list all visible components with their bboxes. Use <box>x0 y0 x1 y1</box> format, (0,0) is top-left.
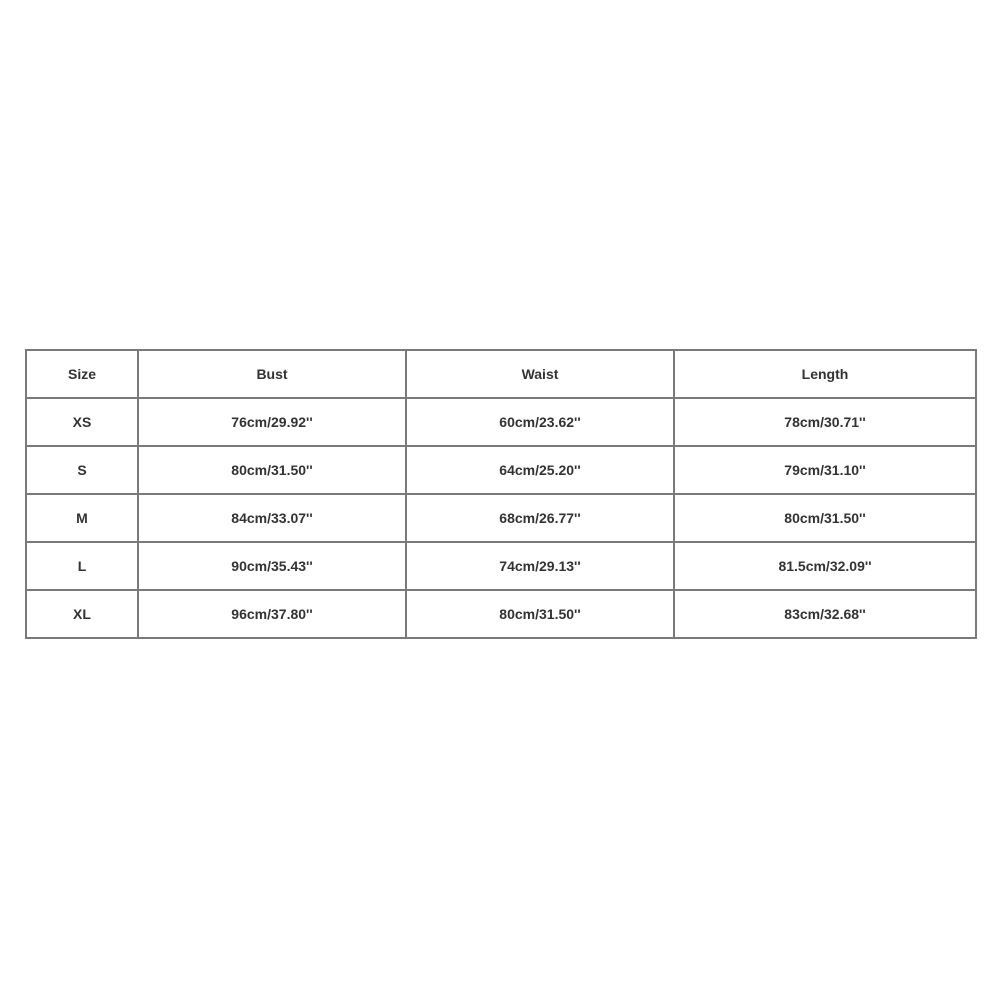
table-row <box>26 398 976 446</box>
length-cell: 78cm/30.71'' <box>674 398 976 446</box>
header-waist: Waist <box>406 350 674 398</box>
table-row <box>26 542 976 590</box>
waist-cell: 68cm/26.77'' <box>406 494 674 542</box>
bust-cell: 76cm/29.92'' <box>138 398 406 446</box>
size-cell: XS <box>26 398 138 446</box>
waist-cell: 64cm/25.20'' <box>406 446 674 494</box>
header-bust: Bust <box>138 350 406 398</box>
length-cell: 81.5cm/32.09'' <box>674 542 976 590</box>
size-cell: S <box>26 446 138 494</box>
table-row <box>26 494 976 542</box>
table-row <box>26 590 976 638</box>
length-cell: 79cm/31.10'' <box>674 446 976 494</box>
size-chart-table <box>25 349 977 639</box>
header-size: Size <box>26 350 138 398</box>
waist-cell: 80cm/31.50'' <box>406 590 674 638</box>
size-cell: XL <box>26 590 138 638</box>
length-cell: 83cm/32.68'' <box>674 590 976 638</box>
bust-cell: 96cm/37.80'' <box>138 590 406 638</box>
bust-cell: 80cm/31.50'' <box>138 446 406 494</box>
bust-cell: 84cm/33.07'' <box>138 494 406 542</box>
header-length: Length <box>674 350 976 398</box>
waist-cell: 60cm/23.62'' <box>406 398 674 446</box>
table-row <box>26 446 976 494</box>
size-cell: M <box>26 494 138 542</box>
length-cell: 80cm/31.50'' <box>674 494 976 542</box>
bust-cell: 90cm/35.43'' <box>138 542 406 590</box>
size-cell: L <box>26 542 138 590</box>
waist-cell: 74cm/29.13'' <box>406 542 674 590</box>
header-row <box>26 350 976 398</box>
